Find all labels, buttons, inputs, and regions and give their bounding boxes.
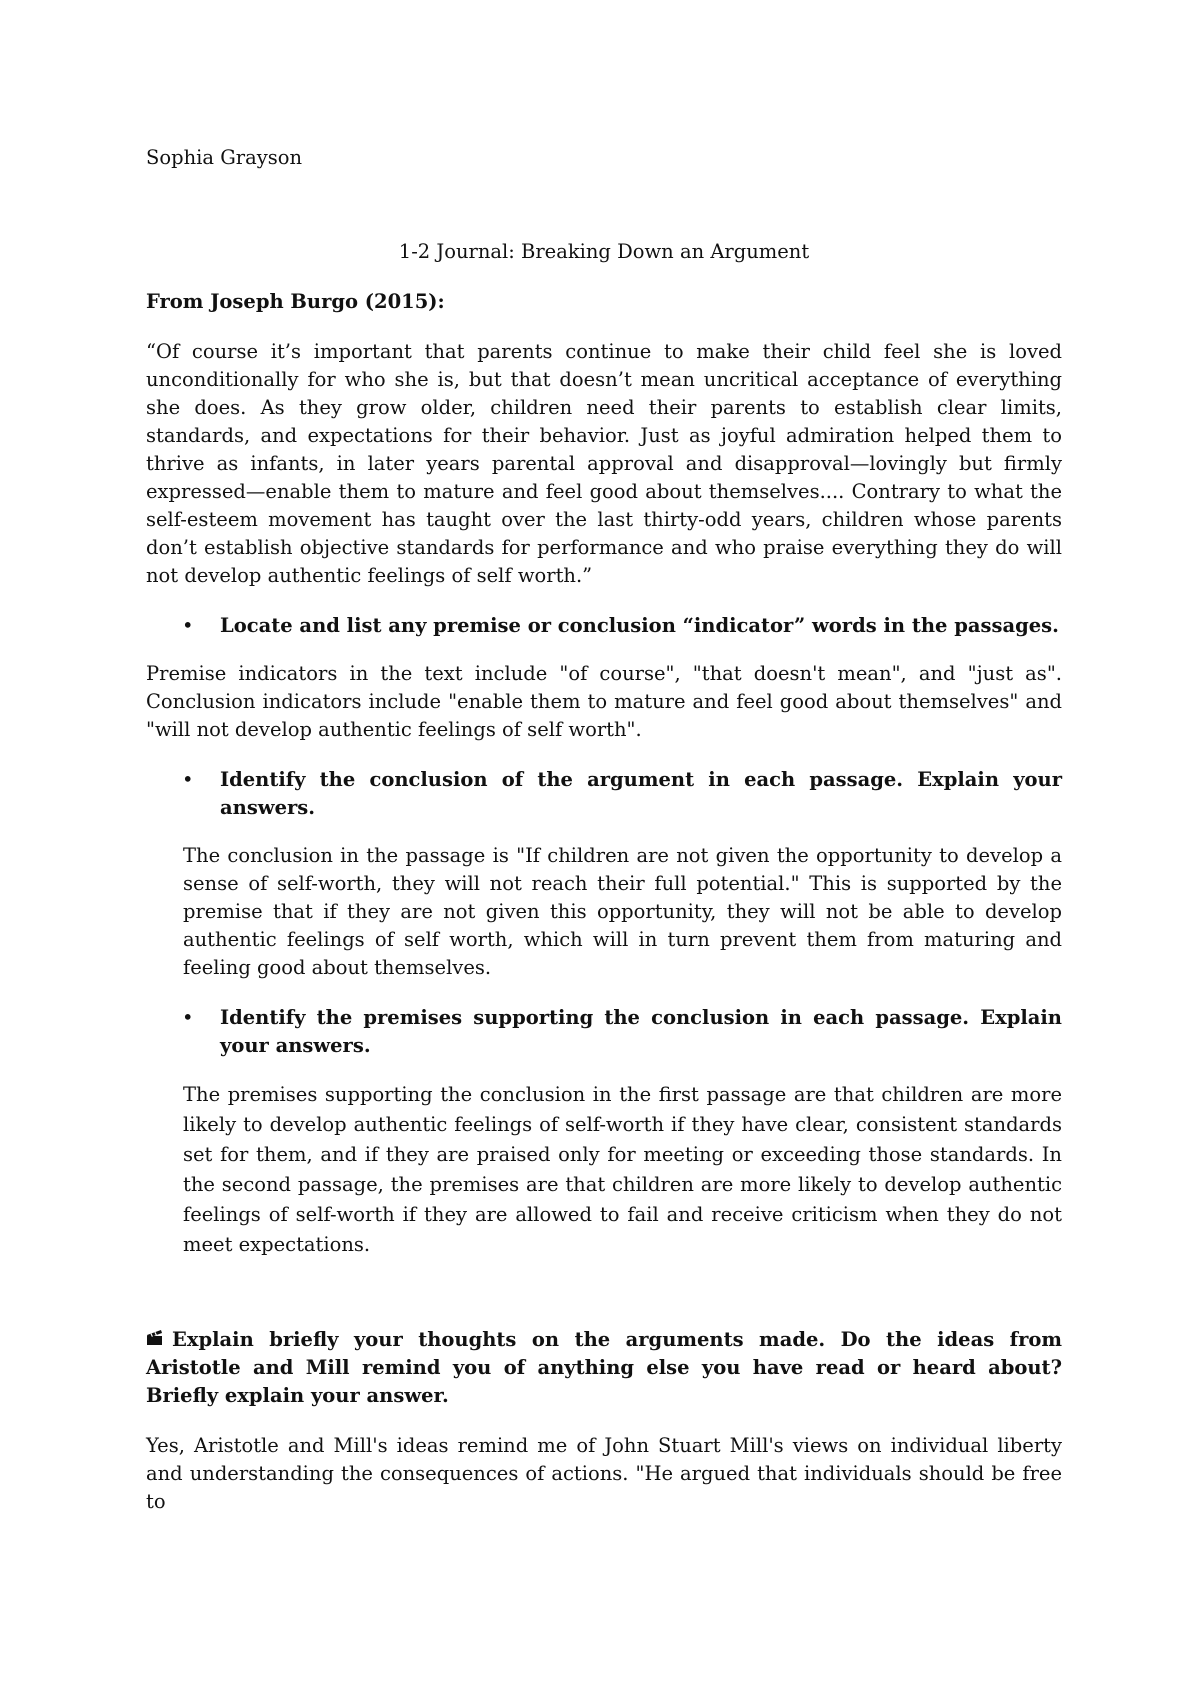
document-body (146, 144, 1062, 1516)
final-question (146, 1326, 1062, 1410)
question-3 (146, 1004, 1062, 1060)
question-2-prompt: Identify the conclusion of the argument in each passage. Explain your answers. (220, 768, 1062, 819)
question-3-prompt: Identify the premises supporting the conclusion in each passage. Explain your answers. (220, 1006, 1062, 1057)
bullet-icon: • (182, 1006, 194, 1029)
bullet-icon: • (182, 614, 194, 637)
answer-2: The conclusion in the passage is "If children are not given the opportunity to develop a sense of self-worth, they will not reach their full potential." This is supported by the premise that if they are not given this opportunity, they will not be able to develop authentic feelings of self worth, which will in turn prevent them from maturing and feeling good about themselves. (183, 844, 1062, 979)
question-1 (146, 612, 1062, 640)
author-name: Sophia Grayson (146, 146, 303, 169)
quoted-passage: “Of course it’s important that parents continue to make their child feel she is loved unconditionally for who she is, but that doesn’t mean uncritical acceptance of everything she does. As they grow older, children need their parents to establish clear limits, standards, and expectations for their behavior. Just as joyful admiration helped them to thrive as infants, in later years parental approval and disapproval—lovingly but firmly expressed—enable them to mature and feel good about themselves.... Contrary to what the self-esteem movement has taught over the last thirty-odd years, children whose parents don’t establish objective standards for performance and who praise everything they do will not develop authentic feelings of self worth.” (146, 340, 1062, 587)
final-answer: Yes, Aristotle and Mill's ideas remind me of John Stuart Mill's views on individual liberty and understanding the consequences of actions. "He argued that individuals should be free to (146, 1434, 1062, 1513)
bullet-icon: • (182, 768, 194, 791)
answer-1: Premise indicators in the text include "of course", "that doesn't mean", and "just as". Conclusion indicators include "enable them to mature and feel good about themselves" and "will not develop authentic feelings of self worth". (146, 662, 1062, 741)
answer-3: The premises supporting the conclusion in the first passage are that children are more likely to develop authentic feelings of self-worth if they have clear, consistent standards set for them, and if they are praised only for meeting or exceeding those standards. In the second passage, the premises are that children are more likely to develop authentic feelings of self-worth if they are allowed to fail and receive criticism when they do not meet expectations. (183, 1083, 1062, 1256)
question-1-prompt: Locate and list any premise or conclusion “indicator” words in the passages. (220, 614, 1059, 637)
final-question-prompt: Explain briefly your thoughts on the arguments made. Do the ideas from Aristotle and Mill remind you of anything else you have read or heard about? Briefly explain your answer. (146, 1328, 1062, 1407)
document-title: 1-2 Journal: Breaking Down an Argument (398, 240, 810, 263)
source-heading: From Joseph Burgo (2015): (146, 290, 445, 313)
question-2 (146, 766, 1062, 822)
clapperboard-icon (146, 1326, 172, 1354)
